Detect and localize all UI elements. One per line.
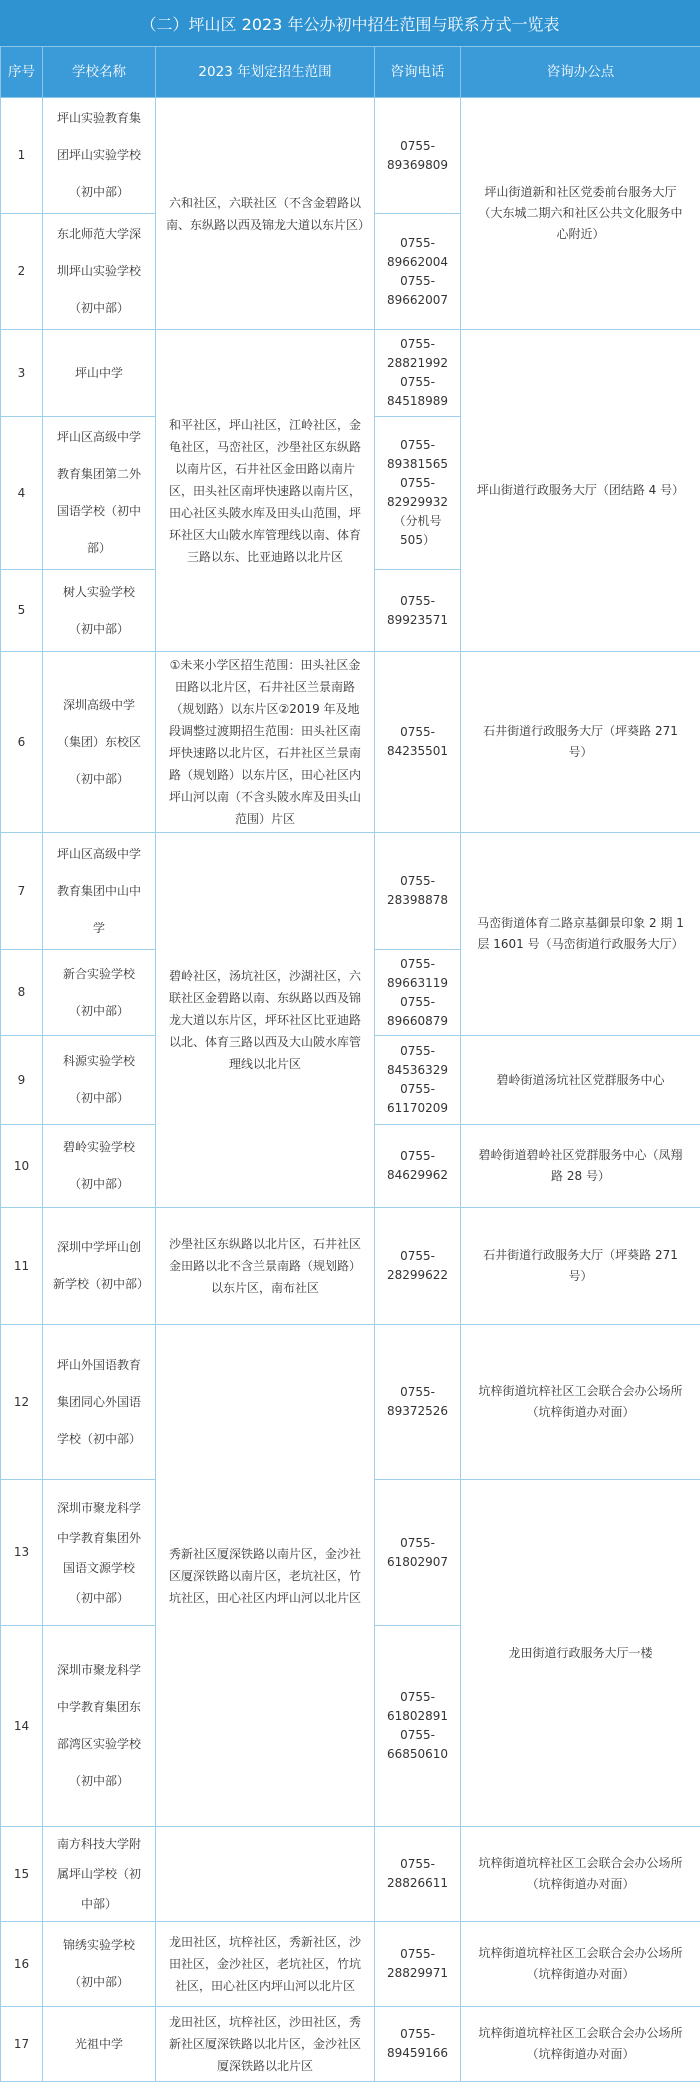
office-location: 碧岭街道汤坑社区党群服务中心 <box>461 1036 700 1125</box>
phone-number: 0755- 28398878 <box>375 833 461 950</box>
school-name: 坪山实验教育集团坪山实验学校（初中部） <box>43 98 156 214</box>
office-location: 坪山街道新和社区党委前台服务大厅（大东城二期六和社区公共文化服务中心附近） <box>461 98 700 330</box>
school-name: 坪山中学 <box>43 330 156 417</box>
enrollment-range: 六和社区，六联社区（不含金碧路以南、东纵路以西及锦龙大道以东片区） <box>156 98 375 330</box>
enrollment-range <box>156 1827 375 1922</box>
phone-number: 0755- 28821992 0755- 84518989 <box>375 330 461 417</box>
table-row <box>1 652 700 833</box>
row-number: 10 <box>1 1125 43 1208</box>
office-location: 坑梓街道坑梓社区工会联合会办公场所（坑梓街道办对面） <box>461 1325 700 1480</box>
enrollment-range: 龙田社区，坑梓社区，秀新社区，沙田社区，金沙社区，老坑社区，竹坑社区，田心社区内坪山河以北片区 <box>156 1922 375 2007</box>
office-location: 坑梓街道坑梓社区工会联合会办公场所（坑梓街道办对面） <box>461 1827 700 1922</box>
table-row <box>1 330 700 417</box>
phone-number: 0755- 89662004 0755- 89662007 <box>375 214 461 330</box>
phone-number: 0755- 89459166 <box>375 2007 461 2082</box>
row-number: 16 <box>1 1922 43 2007</box>
header-no: 序号 <box>1 47 43 98</box>
header-range: 2023 年划定招生范围 <box>156 47 375 98</box>
table-row <box>1 1208 700 1325</box>
row-number: 6 <box>1 652 43 833</box>
enrollment-range: 碧岭社区，汤坑社区，沙湖社区，六联社区金碧路以南、东纵路以西及锦龙大道以东片区，坪环社区比亚迪路以北、体育三路以西及大山陂水库管理线以北片区 <box>156 833 375 1208</box>
office-location: 石井街道行政服务大厅（坪葵路 271 号） <box>461 1208 700 1325</box>
header-school: 学校名称 <box>43 47 156 98</box>
header-row <box>1 47 700 98</box>
table-row <box>1 2007 700 2082</box>
header-office: 咨询办公点 <box>461 47 700 98</box>
phone-number: 0755- 28299622 <box>375 1208 461 1325</box>
table-row <box>1 833 700 950</box>
office-location: 马峦街道体育二路京基御景印象 2 期 1 层 1601 号（马峦街道行政服务大厅） <box>461 833 700 1036</box>
phone-number: 0755- 61802907 <box>375 1480 461 1626</box>
school-name: 南方科技大学附属坪山学校（初中部） <box>43 1827 156 1922</box>
school-name: 东北师范大学深圳坪山实验学校（初中部） <box>43 214 156 330</box>
table-row <box>1 1827 700 1922</box>
row-number: 3 <box>1 330 43 417</box>
phone-number: 0755- 28829971 <box>375 1922 461 2007</box>
row-number: 9 <box>1 1036 43 1125</box>
phone-number: 0755- 84536329 0755- 61170209 <box>375 1036 461 1125</box>
enrollment-range: 秀新社区厦深铁路以南片区，金沙社区厦深铁路以南片区，老坑社区，竹坑社区，田心社区内坪山河以北片区 <box>156 1325 375 1827</box>
phone-number: 0755- 61802891 0755- 66850610 <box>375 1626 461 1827</box>
row-number: 17 <box>1 2007 43 2082</box>
admission-table <box>0 46 700 2082</box>
school-name: 锦绣实验学校（初中部） <box>43 1922 156 2007</box>
school-name: 坪山区高级中学教育集团第二外国语学校（初中部） <box>43 417 156 570</box>
header-phone: 咨询电话 <box>375 47 461 98</box>
school-name: 深圳市聚龙科学中学教育集团外国语文源学校（初中部） <box>43 1480 156 1626</box>
row-number: 11 <box>1 1208 43 1325</box>
school-name: 科源实验学校（初中部） <box>43 1036 156 1125</box>
row-number: 14 <box>1 1626 43 1827</box>
table-row <box>1 1325 700 1480</box>
row-number: 13 <box>1 1480 43 1626</box>
school-name: 坪山外国语教育集团同心外国语学校（初中部） <box>43 1325 156 1480</box>
office-location: 碧岭街道碧岭社区党群服务中心（凤翔路 28 号） <box>461 1125 700 1208</box>
row-number: 15 <box>1 1827 43 1922</box>
office-location: 坑梓街道坑梓社区工会联合会办公场所（坑梓街道办对面） <box>461 2007 700 2082</box>
enrollment-range: 沙壆社区东纵路以北片区，石井社区金田路以北不含兰景南路（规划路）以东片区，南布社区 <box>156 1208 375 1325</box>
phone-number: 0755- 89923571 <box>375 570 461 652</box>
row-number: 2 <box>1 214 43 330</box>
school-name: 坪山区高级中学教育集团中山中学 <box>43 833 156 950</box>
phone-number: 0755- 89372526 <box>375 1325 461 1480</box>
row-number: 7 <box>1 833 43 950</box>
office-location: 龙田街道行政服务大厅一楼 <box>461 1480 700 1827</box>
phone-number: 0755- 89381565 0755- 82929932 （分机号 505） <box>375 417 461 570</box>
school-name: 深圳市聚龙科学中学教育集团东部湾区实验学校（初中部） <box>43 1626 156 1827</box>
office-location: 石井街道行政服务大厅（坪葵路 271 号） <box>461 652 700 833</box>
school-name: 深圳中学坪山创新学校（初中部） <box>43 1208 156 1325</box>
phone-number: 0755- 84629962 <box>375 1125 461 1208</box>
table-row <box>1 98 700 214</box>
enrollment-range: 和平社区，坪山社区，江岭社区，金龟社区，马峦社区，沙壆社区东纵路以南片区，石井社区金田路以南片区，田头社区南坪快速路以南片区，田心社区头陂水库及田头山范围，坪环社区大山陂水库管理线以南、体育三路以东、比亚迪路以北片区 <box>156 330 375 652</box>
school-name: 树人实验学校（初中部） <box>43 570 156 652</box>
school-name: 深圳高级中学（集团）东校区（初中部） <box>43 652 156 833</box>
phone-number: 0755- 89369809 <box>375 98 461 214</box>
office-location: 坑梓街道坑梓社区工会联合会办公场所（坑梓街道办对面） <box>461 1922 700 2007</box>
table-row <box>1 1922 700 2007</box>
row-number: 5 <box>1 570 43 652</box>
enrollment-range: 龙田社区，坑梓社区，沙田社区，秀新社区厦深铁路以北片区，金沙社区厦深铁路以北片区 <box>156 2007 375 2082</box>
phone-number: 0755- 84235501 <box>375 652 461 833</box>
enrollment-range: ①未来小学区招生范围：田头社区金田路以北片区，石井社区兰景南路（规划路）以东片区②2019 年及地段调整过渡期招生范围：田头社区南坪快速路以北片区，石井社区兰景南路（规划路）以东片区，田心社区内坪山河以南（不含头陂水库及田头山范围）片区 <box>156 652 375 833</box>
row-number: 1 <box>1 98 43 214</box>
school-name: 新合实验学校（初中部） <box>43 950 156 1036</box>
row-number: 8 <box>1 950 43 1036</box>
table-title: （二）坪山区 2023 年公办初中招生范围与联系方式一览表 <box>0 0 700 46</box>
phone-number: 0755- 89663119 0755- 89660879 <box>375 950 461 1036</box>
phone-number: 0755- 28826611 <box>375 1827 461 1922</box>
row-number: 12 <box>1 1325 43 1480</box>
office-location: 坪山街道行政服务大厅（团结路 4 号） <box>461 330 700 652</box>
school-name: 光祖中学 <box>43 2007 156 2082</box>
school-name: 碧岭实验学校（初中部） <box>43 1125 156 1208</box>
row-number: 4 <box>1 417 43 570</box>
